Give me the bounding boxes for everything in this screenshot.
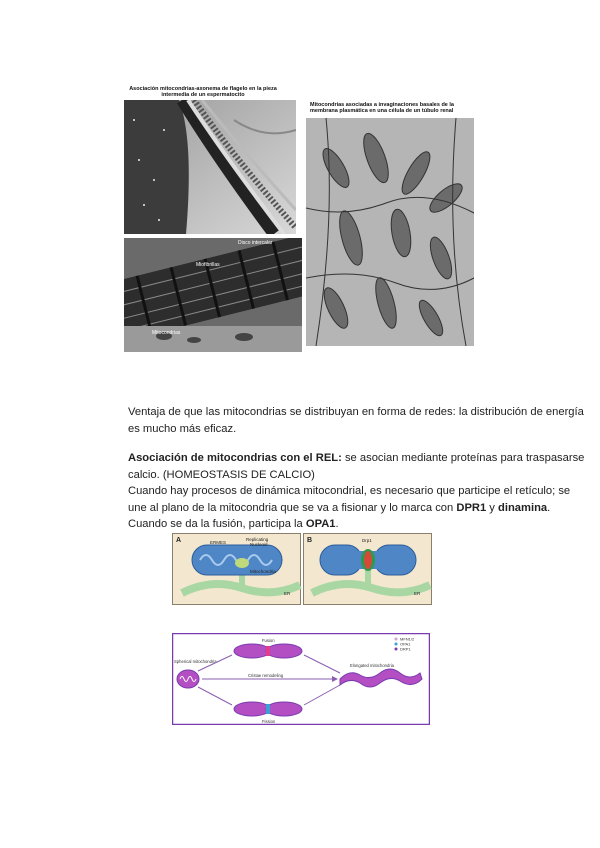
text-line: Ventaja de que las mitocondrias se distribuyan en forma de redes: la distribución de energía bbox=[128, 406, 584, 418]
muscle-micrograph bbox=[124, 238, 302, 352]
text-span: y bbox=[486, 501, 499, 514]
panel-b-label: B bbox=[307, 537, 313, 544]
fission-label: Fission bbox=[262, 719, 276, 724]
muscle-label-mito: Mitocondrias bbox=[152, 330, 181, 336]
er-label-a: ER bbox=[284, 591, 291, 596]
term-opa1: OPA1 bbox=[305, 518, 336, 531]
text-span: une al plano de la mitocondria que se va a fisionar y lo marca con bbox=[128, 501, 457, 514]
term-dinamina: dinamina bbox=[498, 501, 548, 514]
spherical-label: Spherical mitochondria bbox=[174, 659, 217, 664]
mitochondria-label: Mitochondria bbox=[250, 569, 276, 574]
muscle-label-disc: Disco intercalar bbox=[238, 240, 273, 246]
legend-mfn: MFN1/2 bbox=[400, 636, 415, 642]
replicating-label: Replicating bbox=[246, 537, 269, 542]
text-span: . bbox=[335, 518, 339, 531]
renal-micrograph bbox=[306, 118, 474, 346]
text-line: Cuando hay procesos de dinámica mitocondrial, es necesario que participe el retículo; se bbox=[128, 485, 571, 498]
text-span: . bbox=[547, 501, 551, 514]
heading-rel: Asociación de mitocondrias con el REL: bbox=[128, 452, 342, 464]
fusion-label: Fusion bbox=[262, 638, 275, 643]
flagellum-caption: Asociación mitocondrias-axonema de flagelo en la pieza intermedia de un espermatocito bbox=[129, 86, 277, 98]
paragraph-networks bbox=[128, 404, 584, 437]
legend-opa1: OPA1 bbox=[400, 641, 411, 647]
nucleoid-label: Nucleoid bbox=[250, 542, 268, 547]
cristae-label: Cristae remodeling bbox=[248, 673, 284, 678]
legend-drp1: DRP1 bbox=[400, 646, 411, 652]
text-line bbox=[128, 450, 585, 467]
panel-a-label: A bbox=[176, 537, 182, 544]
text-span: Cuando se da la fusión, participa la bbox=[128, 518, 306, 531]
text-line: es mucho más eficaz. bbox=[128, 422, 237, 435]
text-line: calcio. (HOMEOSTASIS DE CALCIO) bbox=[128, 468, 315, 481]
text-line bbox=[128, 516, 528, 533]
term-dpr1: DPR1 bbox=[456, 501, 487, 514]
text-span: se asocian mediante proteínas para traspasarse bbox=[341, 452, 585, 464]
paragraph-rel bbox=[128, 450, 585, 533]
flagellum-micrograph bbox=[124, 100, 296, 234]
er-mito-diagram bbox=[172, 533, 432, 605]
dynamics-diagram bbox=[172, 633, 430, 725]
drp1-label: Drp1 bbox=[362, 538, 372, 543]
er-label-b: ER bbox=[414, 591, 421, 596]
elongated-label: Elongated mitochondria bbox=[350, 663, 394, 668]
ermes-label: ERMES bbox=[210, 540, 227, 545]
text-line bbox=[128, 500, 551, 517]
muscle-label-myofibrils: Miofibrillas bbox=[196, 262, 220, 268]
renal-caption: Mitocondrias asociadas a invaginaciones basales de la membrana plasmática en una célula de un túbulo renal bbox=[310, 102, 454, 114]
